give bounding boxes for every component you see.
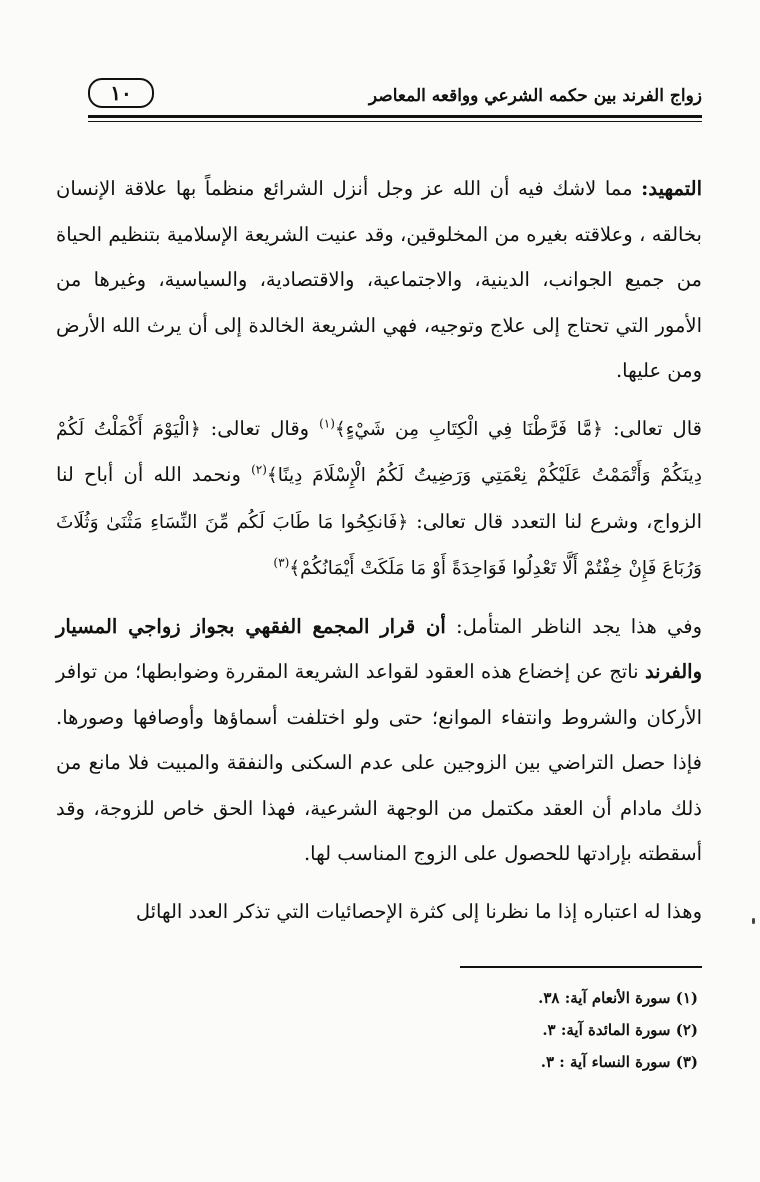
ruling-bold: أن قرار المجمع الفقهي بجواز زواجي المسيار والفرند [56, 614, 702, 683]
footnote-ref-2: (٢) [251, 462, 267, 477]
footnote-2: (٢) سورة المائدة آية: ٣. [542, 1021, 698, 1039]
running-header [88, 78, 702, 112]
verses-intro-3: ونحمد الله أن أباح لنا الزواج، وشرع لنا التعدد قال تعالى: [56, 463, 703, 533]
main-text [56, 166, 702, 934]
footnote-3: (٣) سورة النساء آية : ٣. [540, 1053, 698, 1071]
running-title: زواج الفرند بين حكمه الشرعي وواقعه المعاصر [368, 86, 702, 106]
quran-verse-2: ﴿الْيَوْمَ أَكْمَلْتُ لَكُمْ دِينَكُمْ وَأَتْمَمْتُ عَلَيْكُمْ نِعْمَتِي وَرَضِيتُ لَكُمُ الْإِسْلَامَ دِينًا﴾ [56, 418, 702, 486]
verses-intro-2: وقال تعالى: [210, 416, 310, 440]
scan-speck [752, 918, 755, 924]
paragraph-statistics [56, 889, 702, 935]
verses-intro-1: قال تعالى: [613, 416, 702, 440]
header-rule [88, 115, 702, 118]
quran-verse-1: ﴿مَّا فَرَّطْنَا فِي الْكِتَابِ مِن شَيْءٍ﴾ [334, 418, 604, 440]
statistics-text: وهذا له اعتباره إذا ما نظرنا إلى كثرة الإحصائيات التي تذكر العدد الهائل [135, 899, 702, 923]
footnote-rule [460, 966, 702, 968]
intro-lead: التمهيد: [641, 177, 702, 200]
footnote-ref-3: (٣) [273, 555, 290, 570]
paragraph-ruling [56, 604, 702, 877]
header-rule-thin [88, 121, 702, 122]
paragraph-verses [56, 406, 702, 592]
ruling-text: ناتج عن إخضاع هذه العقود لقواعد الشريعة المقررة وضوابطها؛ من توافر الأركان والشروط وانتفاء الموانع؛ حتى ولو اختلفت أسماؤها وأوصافها وصورها. فإذا حصل التراضي بين الزوجين على عدم السكنى والنفقة والمبيت فلا مانع من ذلك مادام أن العقد مكتمل من الوجهة الشرعية، فهذا الحق خاص للزوجة، وقد أسقطته بإرادتها للحصول على الزوج المناسب لها. [56, 660, 702, 865]
page-number: ١٠ [88, 78, 154, 108]
footnote-ref-1: (١) [319, 416, 335, 430]
footnote-1: (١) سورة الأنعام آية: ٣٨. [538, 989, 698, 1007]
intro-text: مما لاشك فيه أن الله عز وجل أنزل الشرائع منظماً بها علاقة الإنسان بخالقه ، وعلاقته بغيره من المخلوقين، وقد عنيت الشريعة الإسلامية بتنظيم الحياة من جميع الجوانب، الدينية، والاجتماعية، والاقتصادية، والسياسية، وغيرها من الأمور التي تحتاج إلى علاج وتوجيه، فهي الشريعة الخالدة إلى أن يرث الله الأرض ومن عليها. [56, 177, 702, 382]
quran-verse-3: ﴿فَانكِحُوا مَا طَابَ لَكُم مِّنَ النِّسَاءِ مَثْنَىٰ وَثُلَاثَ وَرُبَاعَ فَإِنْ خِفْتُمْ أَلَّا تَعْدِلُوا فَوَاحِدَةً أَوْ مَا مَلَكَتْ أَيْمَانُكُمْ﴾ [56, 511, 702, 579]
footnotes [298, 982, 698, 1078]
ruling-intro: وفي هذا يجد الناظر المتأمل: [456, 614, 703, 638]
paragraph-intro [56, 166, 702, 394]
